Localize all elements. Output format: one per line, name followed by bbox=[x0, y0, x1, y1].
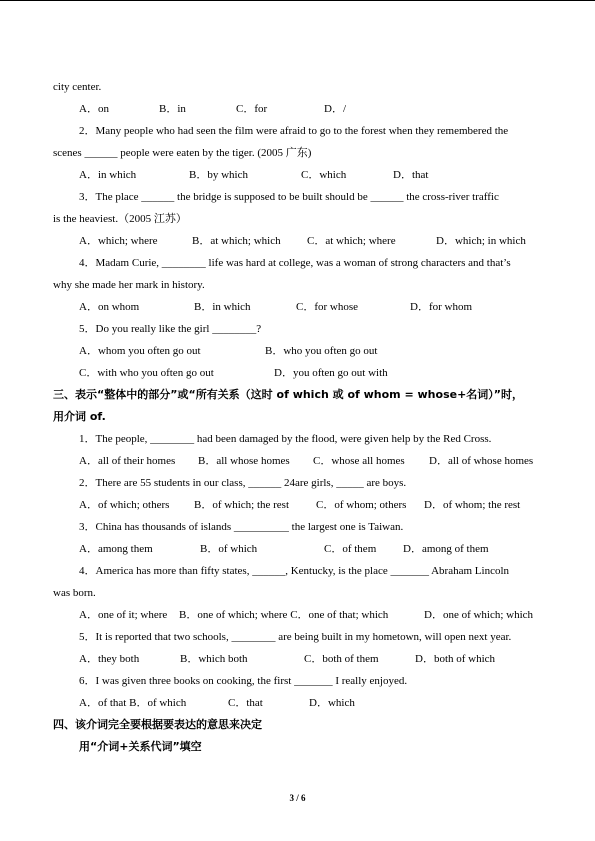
question-text: 3．China has thousands of islands __________ the largest one is Taiwan. bbox=[79, 521, 404, 533]
question-text: 2．There are 55 students in our class, ______ 24are girls, _____ are boys. bbox=[79, 477, 407, 489]
question-text: 5．It is reported that two schools, ________ are being built in my hometown, will open next year. bbox=[79, 631, 512, 643]
option-a: A．which; where bbox=[79, 235, 158, 247]
question-text: 3．The place ______ the bridge is supposed to be built should be ______ the cross-river traffic bbox=[79, 191, 499, 203]
options-row bbox=[0, 102, 595, 116]
option-d: D．one of which; which bbox=[424, 609, 534, 621]
text-line bbox=[0, 80, 595, 94]
option-c: C．whose all homes bbox=[313, 455, 405, 467]
section-heading-text: 三、表示“整体中的部分”或“所有关系（这时 of which 或 of whom = whose+名词）”时， bbox=[53, 388, 524, 401]
option-b: B．one of which; where C．one of that; which bbox=[179, 609, 389, 621]
option-d: D．which bbox=[309, 697, 355, 709]
option-a: A．one of it; where bbox=[79, 609, 168, 621]
option-c: C．that bbox=[228, 697, 263, 709]
section-heading bbox=[0, 740, 595, 754]
option-b: B．which both bbox=[180, 653, 248, 665]
option-a: A．they both bbox=[79, 653, 140, 665]
section-heading-text: 四、该介词完全要根据要表达的意思来决定 bbox=[53, 718, 262, 731]
page-number: 3 / 6 bbox=[289, 793, 306, 803]
options-row bbox=[0, 454, 595, 468]
option-d: D．that bbox=[393, 169, 429, 181]
option-a: A．on bbox=[79, 103, 109, 115]
text-line bbox=[0, 278, 595, 292]
text-line bbox=[0, 322, 595, 336]
option-a: A．all of their homes bbox=[79, 455, 176, 467]
options-row bbox=[0, 344, 595, 358]
option-a: A．of which; others bbox=[79, 499, 170, 511]
question-text: 6．I was given three books on cooking, the first _______ I really enjoyed. bbox=[79, 675, 408, 687]
question-text: 4．Madam Curie, ________ life was hard at college, was a woman of strong characters and that’s bbox=[79, 257, 511, 269]
option-d: D．among of them bbox=[403, 543, 489, 555]
text-line bbox=[0, 432, 595, 446]
section-heading bbox=[0, 388, 595, 402]
option-b: B．by which bbox=[189, 169, 248, 181]
section-heading bbox=[0, 410, 595, 424]
option-a: A．among them bbox=[79, 543, 153, 555]
options-row bbox=[0, 366, 595, 380]
options-row bbox=[0, 234, 595, 248]
text-line bbox=[0, 124, 595, 138]
option-b: B．of which bbox=[200, 543, 258, 555]
text-line bbox=[0, 476, 595, 490]
option-d: D．for whom bbox=[410, 301, 473, 313]
option-b: B．at which; which bbox=[192, 235, 281, 247]
option-c: C．with who you often go out bbox=[79, 367, 214, 379]
text-line bbox=[0, 146, 595, 160]
option-b: B．in bbox=[159, 103, 186, 115]
page-top-rule bbox=[0, 0, 595, 1]
text-line bbox=[0, 256, 595, 270]
text-line bbox=[0, 212, 595, 226]
option-c: C．of them bbox=[324, 543, 377, 555]
option-b: B．of which; the rest bbox=[194, 499, 290, 511]
question-text: scenes ______ people were eaten by the tiger. (2005 广东) bbox=[53, 147, 312, 159]
option-c: C．of whom; others bbox=[316, 499, 407, 511]
text-line bbox=[0, 586, 595, 600]
section-heading-text: 用介词 of. bbox=[53, 410, 106, 423]
options-row bbox=[0, 300, 595, 314]
options-row bbox=[0, 696, 595, 710]
question-text: 2．Many people who had seen the film were afraid to go to the forest when they remembered the bbox=[79, 125, 509, 137]
question-text: 1．The people, ________ had been damaged by the flood, were given help by the Red Cross. bbox=[79, 433, 492, 445]
section-heading bbox=[0, 718, 595, 732]
option-d: D．all of whose homes bbox=[429, 455, 534, 467]
question-text: why she made her mark in history. bbox=[53, 279, 205, 291]
options-row bbox=[0, 498, 595, 512]
text-line bbox=[0, 190, 595, 204]
section-subheading-text: 用“介词+关系代词”填空 bbox=[79, 740, 202, 753]
text-line bbox=[0, 564, 595, 578]
question-text: city center. bbox=[53, 81, 102, 93]
option-c: C．at which; where bbox=[307, 235, 396, 247]
option-b: B．who you often go out bbox=[265, 345, 378, 357]
option-c: C．for bbox=[236, 103, 268, 115]
options-row bbox=[0, 168, 595, 182]
text-line bbox=[0, 630, 595, 644]
option-c: C．both of them bbox=[304, 653, 379, 665]
question-text: 5．Do you really like the girl ________? bbox=[79, 323, 262, 335]
option-a: A．on whom bbox=[79, 301, 140, 313]
options-row bbox=[0, 652, 595, 666]
options-row bbox=[0, 608, 595, 622]
question-text: is the heaviest.（2005 江苏） bbox=[53, 213, 187, 225]
option-d: D．both of which bbox=[415, 653, 496, 665]
text-line bbox=[0, 674, 595, 688]
question-text: 4．America has more than fifty states, ______, Kentucky, is the place _______ Abraham Lincoln bbox=[79, 565, 510, 577]
options-row bbox=[0, 542, 595, 556]
question-text: was born. bbox=[53, 587, 96, 599]
option-d: D．of whom; the rest bbox=[424, 499, 521, 511]
option-a: A．in which bbox=[79, 169, 137, 181]
option-c: C．which bbox=[301, 169, 347, 181]
text-line bbox=[0, 520, 595, 534]
option-d: D．you often go out with bbox=[274, 367, 388, 379]
option-d: D．which; in which bbox=[436, 235, 526, 247]
option-a: A．whom you often go out bbox=[79, 345, 201, 357]
option-c: C．for whose bbox=[296, 301, 359, 313]
option-a-b: A．of that B．of which bbox=[79, 697, 187, 709]
option-b: B．all whose homes bbox=[198, 455, 290, 467]
option-d: D．/ bbox=[324, 103, 346, 115]
option-b: B．in which bbox=[194, 301, 251, 313]
